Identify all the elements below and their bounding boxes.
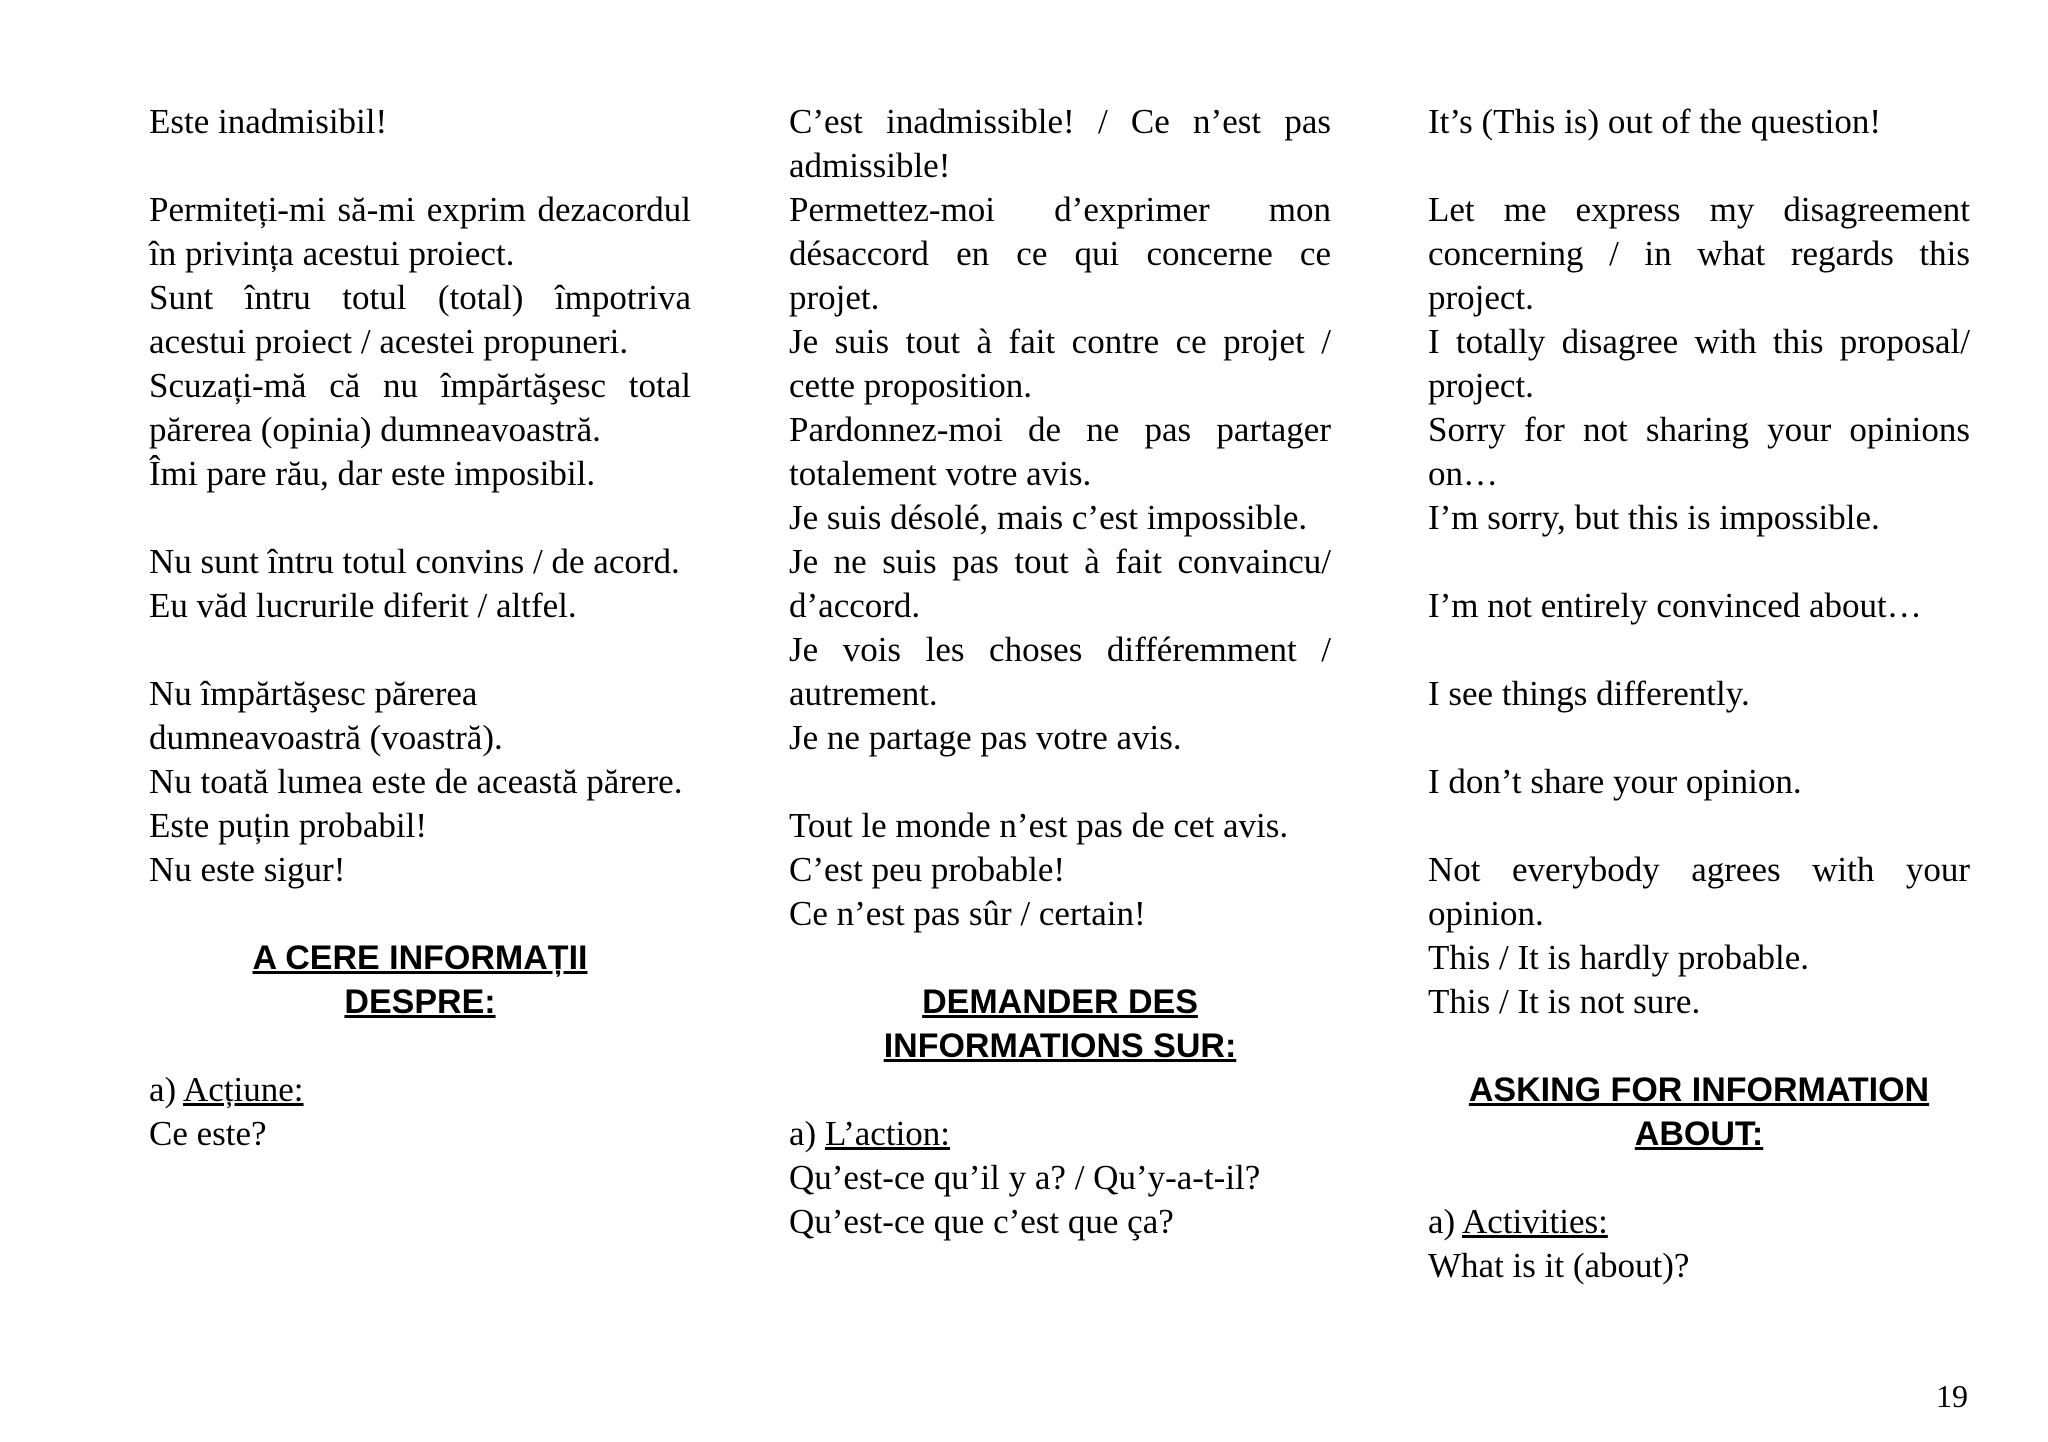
phrase-entry: I don’t share your opinion.: [1428, 762, 1802, 801]
section-heading: [149, 936, 691, 1024]
phrase-entry: This / It is not sure.: [1428, 982, 1701, 1021]
phrase-entry: C’est inadmissible! / Ce n’est pas admissible!: [789, 102, 1331, 185]
subsection-label: [149, 1068, 691, 1112]
phrase-entry: Nu este sigur!: [149, 850, 346, 889]
phrase-entry: Permiteți-mi să-mi exprim dezacordul în privința acestui proiect.: [149, 190, 691, 273]
subsection-title: L’action:: [824, 1114, 951, 1153]
phrase-entry: Not everybody agrees with your opinion.: [1428, 850, 1970, 933]
phrase-entry: Je suis tout à fait contre ce projet / cette proposition.: [789, 322, 1331, 405]
paragraph-spacer: [789, 936, 1331, 980]
section-heading: [789, 980, 1331, 1068]
section-heading-line-2: ABOUT:: [1634, 1115, 1764, 1153]
phrase-entry: I’m not entirely convinced about…: [1428, 586, 1922, 625]
paragraph-spacer: [1428, 1024, 1970, 1068]
phrase-entry: Ce n’est pas sûr / certain!: [789, 894, 1146, 933]
paragraph-spacer: [1428, 540, 1970, 584]
phrase-entry: Îmi pare rău, dar este imposibil.: [149, 454, 596, 493]
phrase-entry: Let me express my disagreement concerning / in what regards this project.: [1428, 190, 1970, 317]
paragraph-spacer: [149, 496, 691, 540]
phrase-entry: Este inadmisibil!: [149, 102, 388, 141]
column-french: [789, 100, 1331, 1244]
page-number: 19: [1936, 1378, 1968, 1414]
phrase-entry: Sunt întru totul (total) împotriva acestui proiect / acestei propuneri.: [149, 278, 691, 361]
phrase-entry: What is it (about)?: [1428, 1246, 1690, 1285]
phrase-entry: I’m sorry, but this is impossible.: [1428, 498, 1880, 537]
phrase-entry: Sorry for not sharing your opinions on…: [1428, 410, 1970, 493]
paragraph-spacer: [149, 144, 691, 188]
subsection-prefix: a): [149, 1070, 184, 1109]
section-heading-line-1: ASKING FOR INFORMATION: [1468, 1071, 1930, 1109]
section-heading-line-2: DESPRE:: [344, 983, 496, 1021]
column-english: [1428, 100, 1970, 1288]
phrase-entry: Je ne suis pas tout à fait convaincu/ d’accord.: [789, 542, 1331, 625]
section-heading-line-2: INFORMATIONS SUR:: [883, 1027, 1237, 1065]
paragraph-spacer: [1428, 1156, 1970, 1200]
phrase-entry: Eu văd lucrurile diferit / altfel.: [149, 586, 577, 625]
section-heading-line-1: A CERE INFORMAȚII: [252, 939, 588, 977]
paragraph-spacer: [149, 1024, 691, 1068]
paragraph-spacer: [149, 628, 691, 672]
phrase-entry: Nu sunt întru totul convins / de acord.: [149, 542, 680, 581]
paragraph-spacer: [1428, 144, 1970, 188]
subsection-title: Activities:: [1462, 1202, 1608, 1241]
paragraph-spacer: [789, 1068, 1331, 1112]
subsection-prefix: a): [1428, 1202, 1463, 1241]
phrase-entry: This / It is hardly probable.: [1428, 938, 1810, 977]
phrase-entry: Ce este?: [149, 1114, 267, 1153]
paragraph-spacer: [789, 760, 1331, 804]
column-romanian: [149, 100, 691, 1156]
subsection-prefix: a): [789, 1114, 825, 1153]
phrase-entry: Scuzați-mă că nu împărtăşesc total părerea (opinia) dumneavoastră.: [149, 366, 691, 449]
phrase-entry: Je suis désolé, mais c’est impossible.: [789, 498, 1308, 537]
phrase-entry: Je ne partage pas votre avis.: [789, 718, 1182, 757]
paragraph-spacer: [1428, 628, 1970, 672]
phrase-entry: Qu’est-ce qu’il y a? / Qu’y-a-t-il?: [789, 1158, 1261, 1197]
subsection-label: [1428, 1200, 1970, 1244]
section-heading: [1428, 1068, 1970, 1156]
phrase-entry: I totally disagree with this proposal/ project.: [1428, 322, 1970, 405]
phrase-entry: Qu’est-ce que c’est que ça?: [789, 1202, 1174, 1241]
phrase-entry: It’s (This is) out of the question!: [1428, 102, 1882, 141]
subsection-title: Acțiune:: [183, 1070, 304, 1109]
phrase-entry: Je vois les choses différemment / autrement.: [789, 630, 1331, 713]
phrase-entry: Nu împărtăşesc părerea dumneavoastră (voastră).: [149, 674, 503, 757]
paragraph-spacer: [1428, 804, 1970, 848]
phrase-entry: Nu toată lumea este de această părere.: [149, 762, 683, 801]
phrase-entry: Pardonnez-moi de ne pas partager totalement votre avis.: [789, 410, 1331, 493]
phrase-entry: Tout le monde n’est pas de cet avis.: [789, 806, 1289, 845]
subsection-label: [789, 1112, 1331, 1156]
phrase-entry: Permettez-moi d’exprimer mon désaccord en ce qui concerne ce projet.: [789, 190, 1331, 317]
phrase-entry: C’est peu probable!: [789, 850, 1066, 889]
section-heading-line-1: DEMANDER DES: [922, 983, 1198, 1021]
phrase-entry: I see things differently.: [1428, 674, 1750, 713]
paragraph-spacer: [1428, 716, 1970, 760]
paragraph-spacer: [149, 892, 691, 936]
phrase-entry: Este puțin probabil!: [149, 806, 428, 845]
